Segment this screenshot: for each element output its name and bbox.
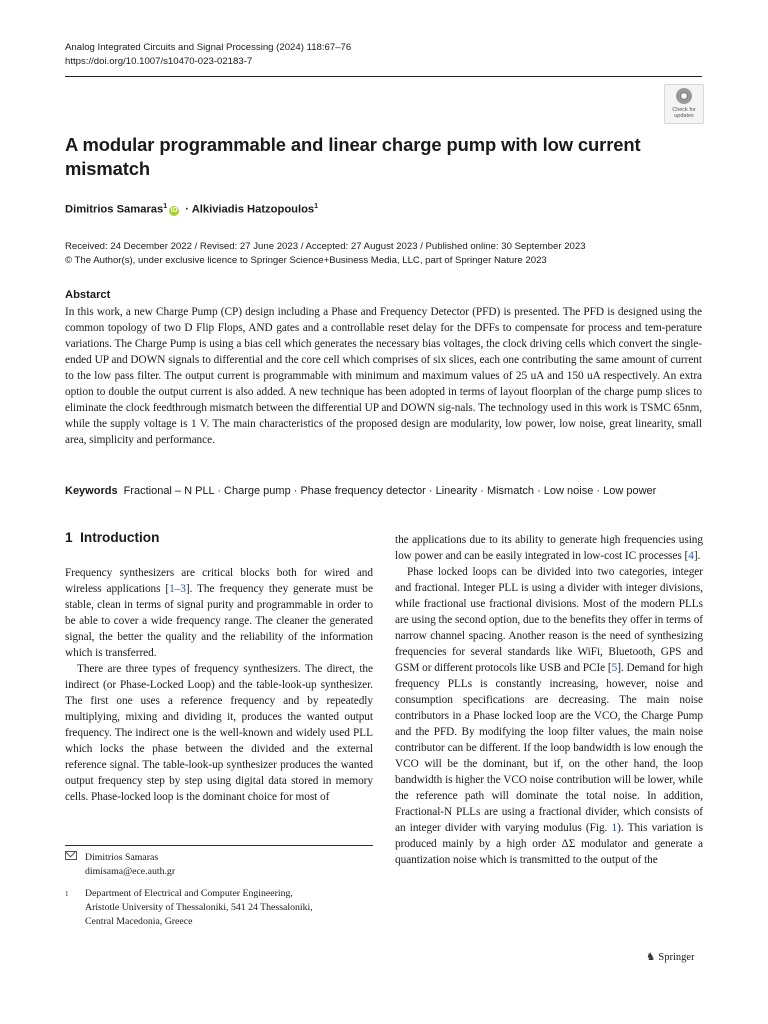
- publisher-name: Springer: [658, 952, 695, 963]
- affiliation-number: 1: [65, 890, 69, 898]
- badge-label-line1: Check for: [672, 107, 696, 113]
- corresponding-author: [65, 851, 175, 879]
- journal-header: [65, 41, 351, 69]
- author-list: [65, 203, 318, 216]
- author-name[interactable]: Dimitrios Samaras: [65, 203, 164, 216]
- text-run: the applications due to its ability to generate high frequencies using low power and can be easily integrated in low-cost IC processes [: [395, 534, 703, 562]
- citation-link[interactable]: 4: [688, 550, 694, 562]
- envelope-icon: [65, 851, 77, 860]
- section-heading: [65, 530, 159, 545]
- footnote-divider: [65, 845, 373, 846]
- paragraph: [395, 564, 703, 868]
- affiliation-marker: 1: [314, 203, 319, 210]
- publisher-logo: [646, 951, 695, 963]
- text-run: Frequency synthesizers are critical blocks both for wired and wireless applications [: [65, 567, 373, 595]
- article-history: [65, 240, 586, 268]
- keywords: [65, 485, 705, 497]
- abstract-text: In this work, a new Charge Pump (CP) design including a Phase and Frequency Detector (PFD) is presented. The PFD is designed using the common topology of two D Flip Flops, AND gates and a controllable reset delay for the DFFs to compensate for process and tem-perature variations. The Charge Pump is using a bias cell which generates the necessary bias voltages, the clock driving cells which convert the single-ended UP and DOWN signals to differential and the core cell which comprises of six slices, each one contributing the same amount of current to the low pass filter. The output current is programmable with minimum and maximum values of 25 uA and 150 uA respectively. An extra option to double the output current is also added. A new technique has been adopted in terms of layout floorplan of the charge pump slices to eliminate the clock feedthrough mismatch between the differential UP and DOWN sig-nals. The technology used in this work is TSMC 65nm, while the supply voltage is 1 V. The main characteristics of the proposed design are modularity, low power, low noise, great linearity, small area, simplicity and performance.: [65, 306, 702, 446]
- text-run: ].: [693, 550, 701, 562]
- affiliation-line: Aristotle University of Thessaloniki, 541 24 Thessaloniki,: [85, 902, 313, 913]
- affiliation-footnote: [65, 887, 313, 929]
- badge-label-line2: updates: [674, 113, 694, 119]
- dates-line: Received: 24 December 2022 / Revised: 27 June 2023 / Accepted: 27 August 2023 / Published online: 30 September 2023: [65, 241, 586, 252]
- corr-author-email[interactable]: dimisama@ece.auth.gr: [85, 866, 176, 877]
- paper-title: A modular programmable and linear charge pump with low current mismatch: [65, 134, 641, 179]
- copyright-line: © The Author(s), under exclusive licence to Springer Science+Business Media, LLC, part of Springer Nature 2023: [65, 255, 547, 266]
- keywords-list: Fractional – N PLL · Charge pump · Phase frequency detector · Linearity · Mismatch · Low noise · Low power: [123, 485, 657, 497]
- orcid-icon[interactable]: iD: [170, 206, 178, 214]
- paragraph: There are three types of frequency synthesizers. The direct, the indirect (or Phase-Locked Loop) and the table-look-up synthesizer. The first one uses a reference frequency and by repeatedly multiplying, mixing and dividing it, produces the wanted output frequency. The indirect one is the well-known and widely used PLL which locks the phase between the divided and the external reference signal. The table-look-up synthesizer produces the wanted output frequency step by step using digital data stored in memory cells. Phase-locked loop is the dominant choice for most of: [65, 663, 373, 803]
- author-name[interactable]: Alkiviadis Hatzopoulos: [191, 203, 315, 216]
- section-title: Introduction: [80, 530, 160, 545]
- citation-link[interactable]: 1–3: [169, 583, 186, 595]
- paragraph: [395, 532, 703, 564]
- affiliation-line: Department of Electrical and Computer Engineering,: [85, 888, 293, 899]
- header-divider: [65, 76, 702, 77]
- crossmark-icon: [676, 88, 692, 104]
- text-run: Phase locked loops can be divided into two categories, integer and fractional. Integer PLL is using a divider with integer divisions, while fractional use fractional divisions. Most of the modern PLLs are using the second option, due to the benefits they offer in terms of narrow channel spacing. Another reason is the need of synthesizing frequencies for several standards like WiFi, Bluetooth, GPS and GSM or different protocols like USB and PCIe [: [395, 566, 703, 674]
- keywords-label: Keywords: [65, 485, 118, 497]
- section-number: 1: [65, 530, 73, 545]
- citation-link[interactable]: 5: [611, 662, 618, 674]
- figure-link[interactable]: 1: [611, 822, 618, 834]
- left-column: [65, 565, 373, 805]
- journal-citation: Analog Integrated Circuits and Signal Processing (2024) 118:67–76: [65, 42, 352, 53]
- text-run: ). This variation is produced mainly by a high order ΔΣ modulator and generate a quantization noise which is transmitted to the output of the: [395, 822, 703, 866]
- check-for-updates-badge[interactable]: [664, 84, 704, 124]
- paragraph: [65, 565, 373, 661]
- corr-author-name: Dimitrios Samaras: [85, 852, 159, 863]
- author-separator: ·: [182, 203, 192, 216]
- right-column: [395, 532, 703, 868]
- affiliation-line: Central Macedonia, Greece: [85, 916, 193, 927]
- affiliation-marker: 1: [163, 203, 168, 210]
- abstract-heading: Abstarct: [65, 289, 111, 301]
- text-run: ]. The frequency they generate must be stable, clean in terms of signal purity and programmable in order to be able to cover a wide frequency range. The cleaner the generated signal, the better the quality and the reliability of the information which is transferred.: [65, 583, 373, 659]
- springer-horse-icon: ♞: [646, 952, 656, 963]
- doi-link[interactable]: https://doi.org/10.1007/s10470-023-02183-7: [65, 56, 253, 67]
- text-run: ]. Demand for high frequency PLLs is constantly increasing, however, noise and consumption specifications are decreasing. The main noise contributors in a Phase locked loop are the VCO, the Charge Pump and the PFD. By modifying the loop filter values, the main noise contributor can be different. If the loop bandwidth is low enough the VCO will be the dominant, but if, on the other hand, the loop bandwidth is higher the VCO noise contribution will be lower, while the reference path will dominate the total noise. In addition, Fractional-N PLLs are using a fractional divider, which consists of an integer divider with varying modulus (Fig.: [395, 662, 703, 834]
